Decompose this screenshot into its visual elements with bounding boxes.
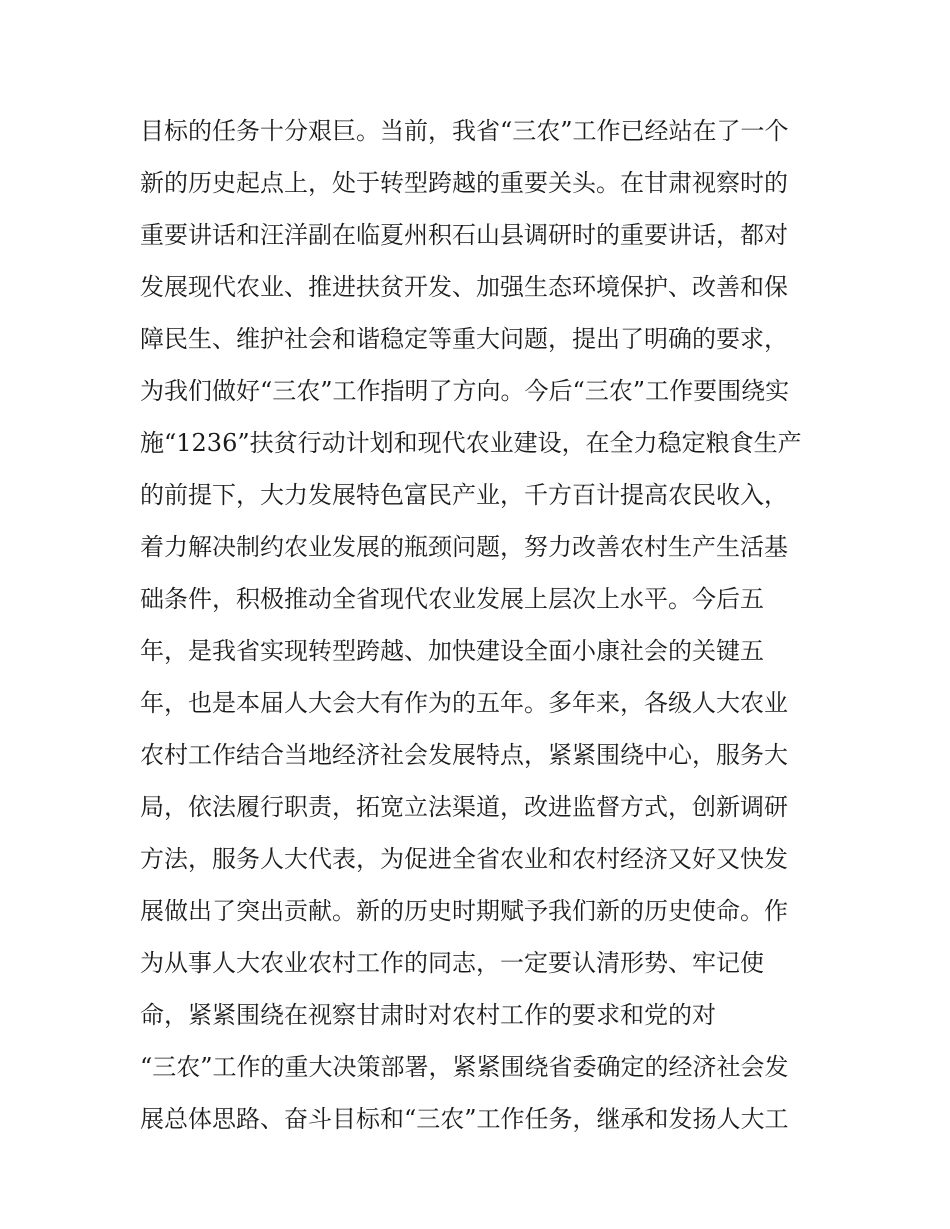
text-line: 展做出了突出贡献。新的历史时期赋予我们新的历史使命。作 bbox=[140, 897, 788, 925]
text-line: 障民生、维护社会和谐稳定等重大问题，提出了明确的要求， bbox=[140, 325, 788, 353]
text-line: 农村工作结合当地经济社会发展特点，紧紧围绕中心，服务大 bbox=[140, 741, 788, 769]
text-line: 新的历史起点上，处于转型跨越的重要关头。在甘肃视察时的 bbox=[140, 169, 788, 197]
text-line: 为我们做好“三农”工作指明了方向。今后“三农”工作要围绕实 bbox=[140, 377, 790, 405]
text-line: 局，依法履行职责，拓宽立法渠道，改进监督方式，创新调研 bbox=[140, 793, 788, 821]
text-line: 发展现代农业、推进扶贫开发、加强生态环境保护、改善和保 bbox=[140, 273, 788, 301]
text-line: 命，紧紧围绕在视察甘肃时对农村工作的要求和党的对 bbox=[140, 1001, 716, 1029]
text-line: 目标的任务十分艰巨。当前，我省“三农”工作已经站在了一个 bbox=[140, 117, 789, 145]
text-line: 着力解决制约农业发展的瓶颈问题，努力改善农村生产生活基 bbox=[140, 533, 788, 561]
text-line: 年，也是本届人大会大有作为的五年。多年来，各级人大农业 bbox=[140, 689, 788, 717]
text-line: 施“1236”扶贫行动计划和现代农业建设，在全力稳定粮食生产 bbox=[140, 429, 802, 457]
text-line: 的前提下，大力发展特色富民产业，千方百计提高农民收入， bbox=[140, 481, 788, 509]
text-line: 年，是我省实现转型跨越、加快建设全面小康社会的关键五 bbox=[140, 637, 764, 665]
body-paragraph bbox=[140, 105, 820, 1145]
text-line: 展总体思路、奋斗目标和“三农”工作任务，继承和发扬人大工 bbox=[140, 1105, 789, 1133]
text-line: 重要讲话和汪洋副在临夏州积石山县调研时的重要讲话，都对 bbox=[140, 221, 788, 249]
text-line: “三农”工作的重大决策部署，紧紧围绕省委确定的经济社会发 bbox=[140, 1053, 789, 1081]
text-line: 方法，服务人大代表，为促进全省农业和农村经济又好又快发 bbox=[140, 845, 788, 873]
text-line: 为从事人大农业农村工作的同志，一定要认清形势、牢记使 bbox=[140, 949, 764, 977]
text-line: 础条件，积极推动全省现代农业发展上层次上水平。今后五 bbox=[140, 585, 764, 613]
